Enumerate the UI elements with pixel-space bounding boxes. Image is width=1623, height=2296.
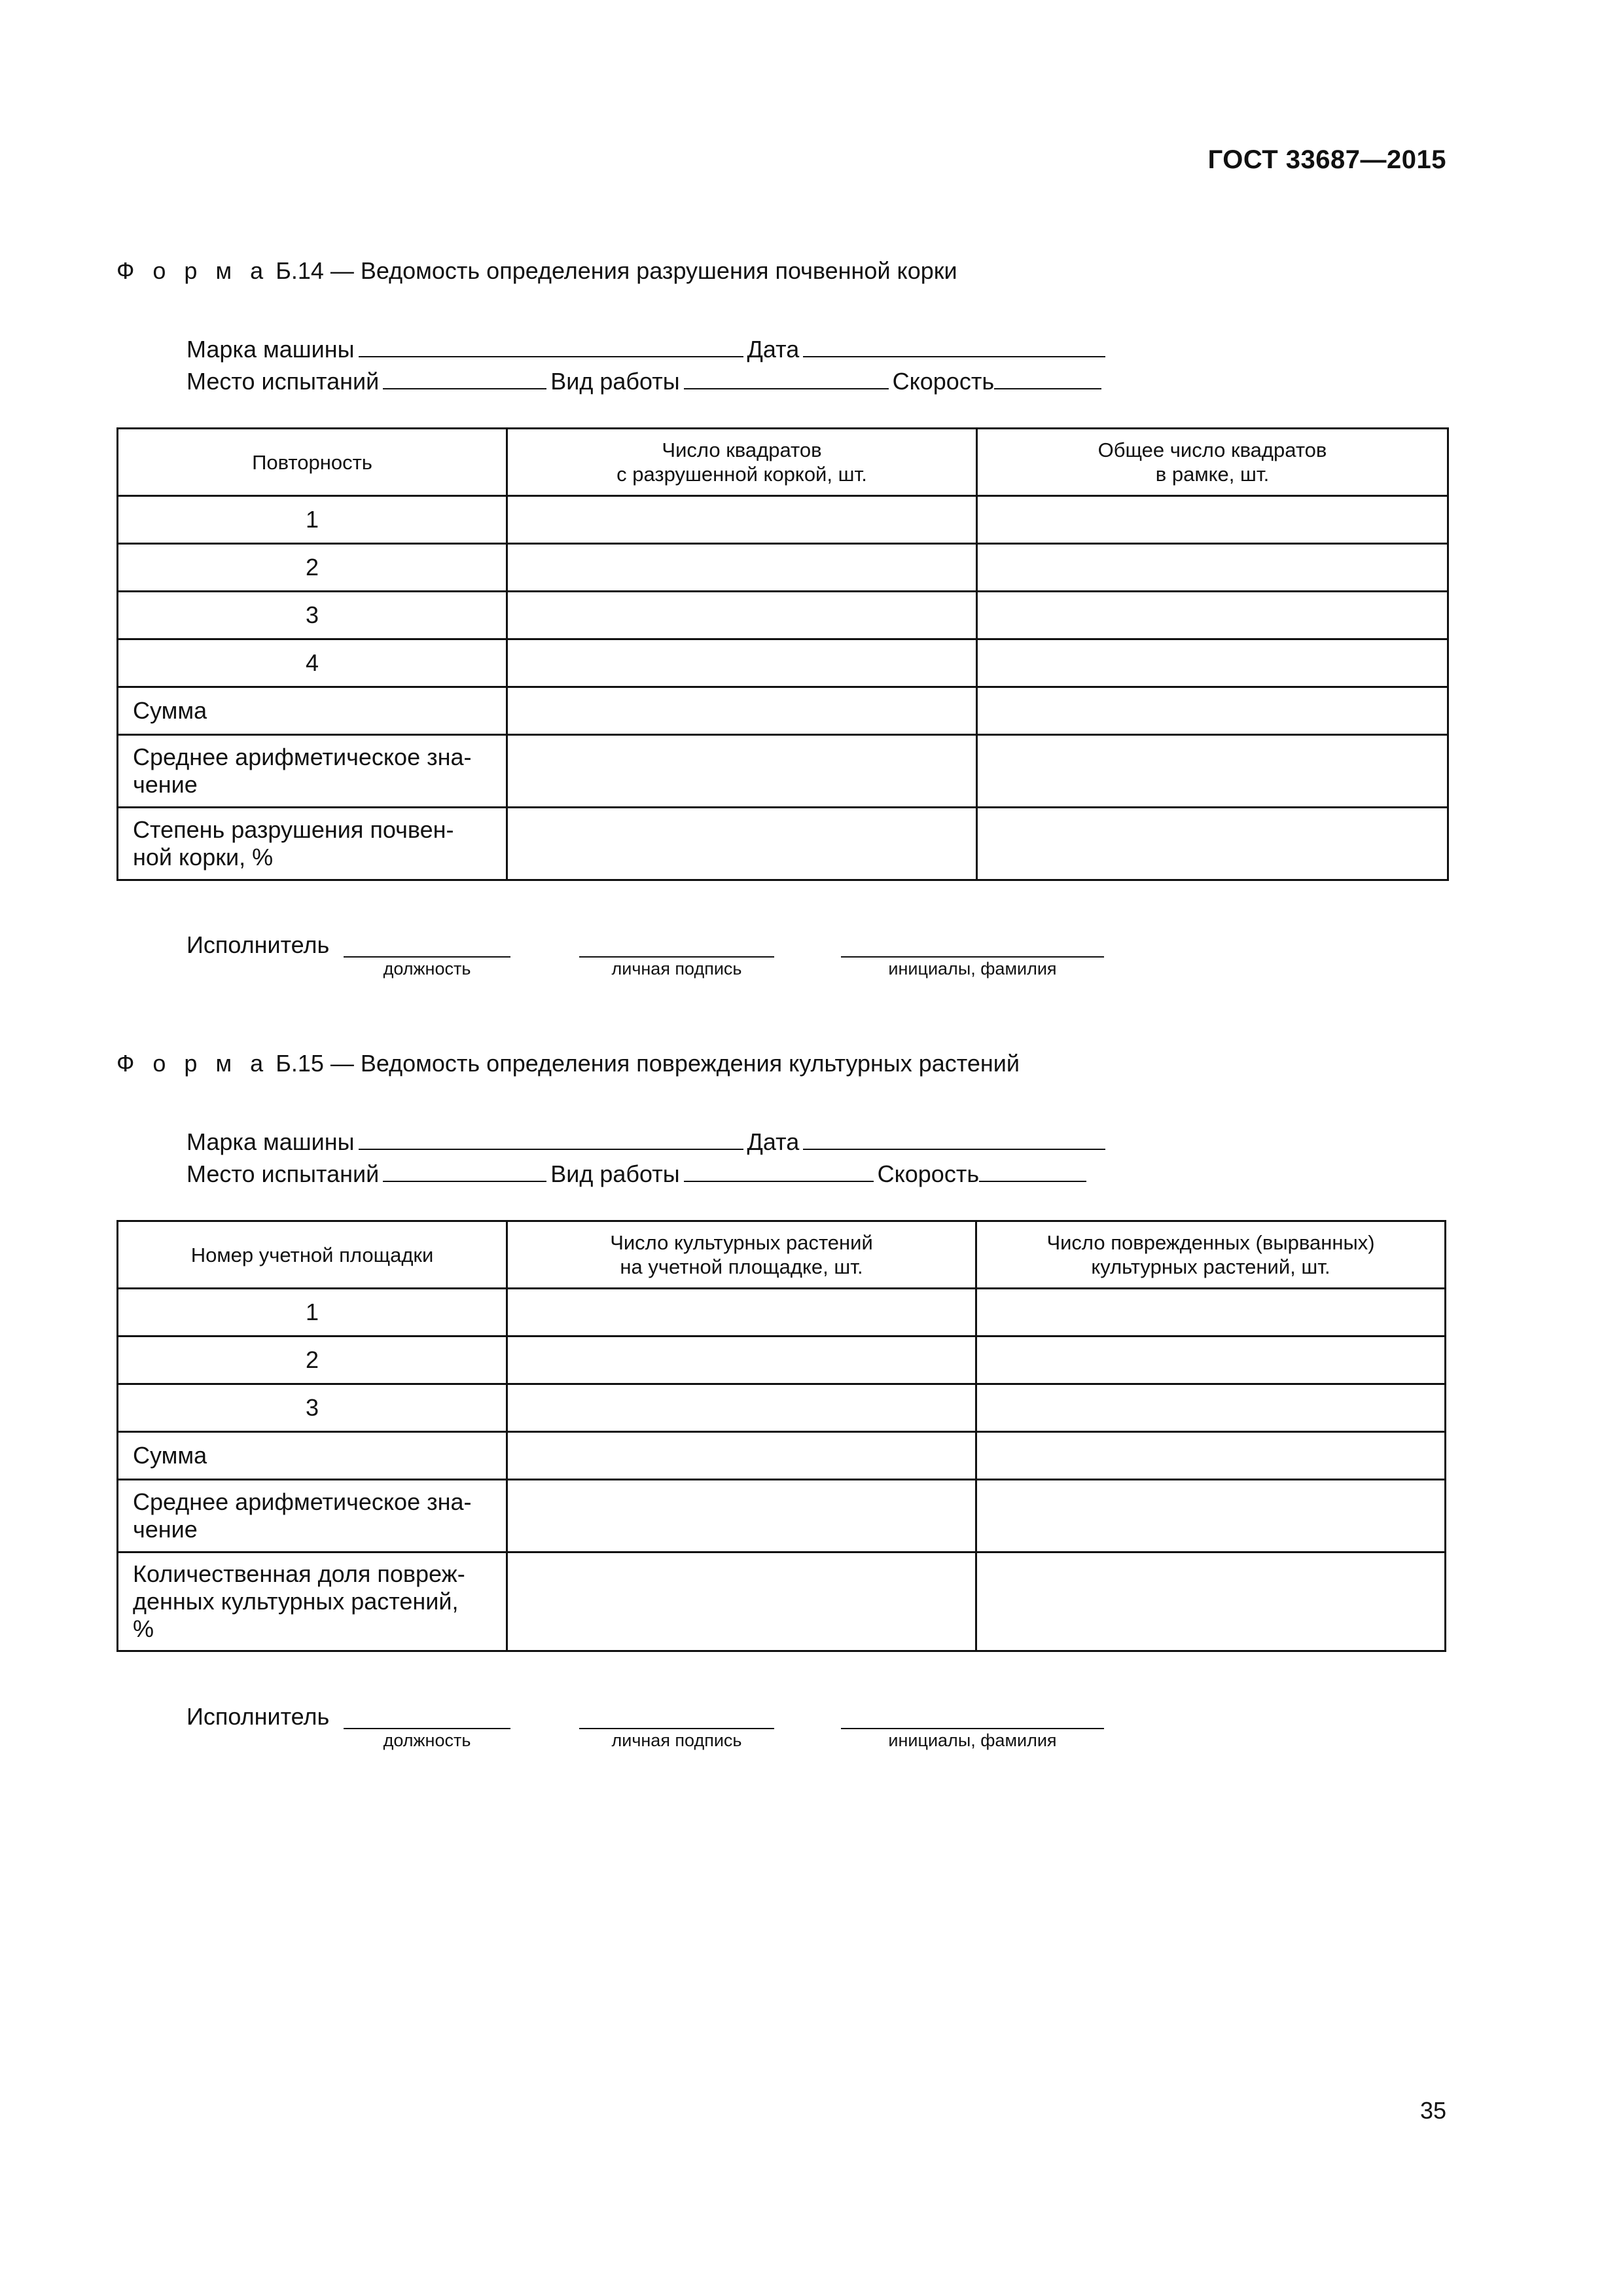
form-15-label: Ф о р м а xyxy=(116,1050,270,1077)
work-field[interactable] xyxy=(684,365,889,389)
entry-cell[interactable] xyxy=(976,1336,1446,1384)
position-field[interactable] xyxy=(344,1728,510,1729)
position-caption: должность xyxy=(383,1731,471,1750)
speed-field[interactable] xyxy=(979,1157,1086,1182)
row-label: Среднее арифметическое зна- чение xyxy=(118,1480,507,1552)
column-header: Число культурных растений на учетной площадке, шт. xyxy=(507,1221,976,1289)
entry-cell[interactable] xyxy=(507,639,977,687)
row-label: 3 xyxy=(118,592,507,639)
row-label: Среднее арифметическое зна- чение xyxy=(118,735,507,808)
executor-label: Исполнитель xyxy=(187,1703,330,1730)
form-15-fields xyxy=(187,1125,1109,1189)
signature-caption: личная подпись xyxy=(611,959,742,978)
form-15-signature xyxy=(187,1703,1057,1750)
speed-field[interactable] xyxy=(994,365,1101,389)
table-header-row xyxy=(118,429,1448,496)
form-15-title xyxy=(116,1050,1020,1077)
standard-header: ГОСТ 33687—2015 xyxy=(1207,145,1446,174)
row-label: 2 xyxy=(118,1336,507,1384)
column-header: Общее число квадратов в рамке, шт. xyxy=(977,429,1448,496)
form-14-label: Ф о р м а xyxy=(116,257,270,284)
table-row xyxy=(118,1289,1446,1336)
signature-field[interactable] xyxy=(579,956,774,958)
entry-cell[interactable] xyxy=(507,735,977,808)
table-row xyxy=(118,1432,1446,1480)
entry-cell[interactable] xyxy=(507,496,977,544)
table-row xyxy=(118,687,1448,735)
row-label: Количественная доля повреж- денных культурных растений, % xyxy=(118,1552,507,1651)
page-number: 35 xyxy=(1419,2097,1446,2124)
entry-cell[interactable] xyxy=(977,544,1448,592)
table-header-row xyxy=(118,1221,1446,1289)
entry-cell[interactable] xyxy=(976,1289,1446,1336)
brand-label: Марка машины xyxy=(187,1128,355,1155)
entry-cell[interactable] xyxy=(507,1336,976,1384)
work-label: Вид работы xyxy=(550,1160,680,1187)
table-row xyxy=(118,808,1448,880)
entry-cell[interactable] xyxy=(507,1432,976,1480)
name-caption: инициалы, фамилия xyxy=(888,959,1057,978)
place-label: Место испытаний xyxy=(187,368,380,395)
entry-cell[interactable] xyxy=(977,687,1448,735)
entry-cell[interactable] xyxy=(507,1552,976,1651)
column-header: Повторность xyxy=(118,429,507,496)
speed-label: Скорость xyxy=(892,368,995,395)
column-header: Число квадратов с разрушенной коркой, шт. xyxy=(507,429,977,496)
entry-cell[interactable] xyxy=(976,1432,1446,1480)
entry-cell[interactable] xyxy=(507,687,977,735)
signature-caption: личная подпись xyxy=(611,1731,742,1750)
row-label: 3 xyxy=(118,1384,507,1432)
entry-cell[interactable] xyxy=(976,1552,1446,1651)
date-label: Дата xyxy=(747,336,800,363)
table-row xyxy=(118,639,1448,687)
row-label: 1 xyxy=(118,496,507,544)
row-label: Сумма xyxy=(118,1432,507,1480)
entry-cell[interactable] xyxy=(507,1480,976,1552)
entry-cell[interactable] xyxy=(507,1384,976,1432)
form-14-table xyxy=(116,427,1449,881)
form-15-heading: Б.15 — Ведомость определения повреждения культурных растений xyxy=(276,1050,1020,1077)
brand-label: Марка машины xyxy=(187,336,355,363)
signature-field[interactable] xyxy=(579,1728,774,1729)
speed-label: Скорость xyxy=(877,1160,980,1187)
date-label: Дата xyxy=(747,1128,800,1155)
date-field[interactable] xyxy=(803,332,1105,357)
work-label: Вид работы xyxy=(550,368,680,395)
place-field[interactable] xyxy=(383,365,546,389)
table-row xyxy=(118,544,1448,592)
entry-cell[interactable] xyxy=(977,808,1448,880)
entry-cell[interactable] xyxy=(507,1289,976,1336)
column-header: Число поврежденных (вырванных) культурных растений, шт. xyxy=(976,1221,1446,1289)
position-field[interactable] xyxy=(344,956,510,958)
form-14-title xyxy=(116,257,957,285)
position-caption: должность xyxy=(383,959,471,978)
table-row xyxy=(118,1552,1446,1651)
table-row xyxy=(118,1336,1446,1384)
table-row xyxy=(118,496,1448,544)
form-14-heading: Б.14 — Ведомость определения разрушения почвенной корки xyxy=(276,257,957,284)
place-label: Место испытаний xyxy=(187,1160,380,1187)
name-field[interactable] xyxy=(841,956,1104,958)
entry-cell[interactable] xyxy=(507,592,977,639)
form-15-table xyxy=(116,1220,1446,1652)
entry-cell[interactable] xyxy=(976,1480,1446,1552)
table-row xyxy=(118,1480,1446,1552)
work-field[interactable] xyxy=(684,1157,874,1182)
row-label: Сумма xyxy=(118,687,507,735)
entry-cell[interactable] xyxy=(977,496,1448,544)
name-field[interactable] xyxy=(841,1728,1104,1729)
brand-field[interactable] xyxy=(359,1125,743,1150)
brand-field[interactable] xyxy=(359,332,743,357)
entry-cell[interactable] xyxy=(507,808,977,880)
column-header: Номер учетной площадки xyxy=(118,1221,507,1289)
table-row xyxy=(118,592,1448,639)
place-field[interactable] xyxy=(383,1157,546,1182)
row-label: Степень разрушения почвен- ной корки, % xyxy=(118,808,507,880)
table-row xyxy=(118,735,1448,808)
entry-cell[interactable] xyxy=(977,592,1448,639)
entry-cell[interactable] xyxy=(977,639,1448,687)
table-row xyxy=(118,1384,1446,1432)
entry-cell[interactable] xyxy=(507,544,977,592)
row-label: 4 xyxy=(118,639,507,687)
form-14-fields xyxy=(187,332,1109,397)
entry-cell[interactable] xyxy=(977,735,1448,808)
form-14-signature xyxy=(187,931,1057,978)
entry-cell[interactable] xyxy=(976,1384,1446,1432)
executor-label: Исполнитель xyxy=(187,931,330,958)
date-field[interactable] xyxy=(803,1125,1105,1150)
row-label: 2 xyxy=(118,544,507,592)
name-caption: инициалы, фамилия xyxy=(888,1731,1057,1750)
row-label: 1 xyxy=(118,1289,507,1336)
